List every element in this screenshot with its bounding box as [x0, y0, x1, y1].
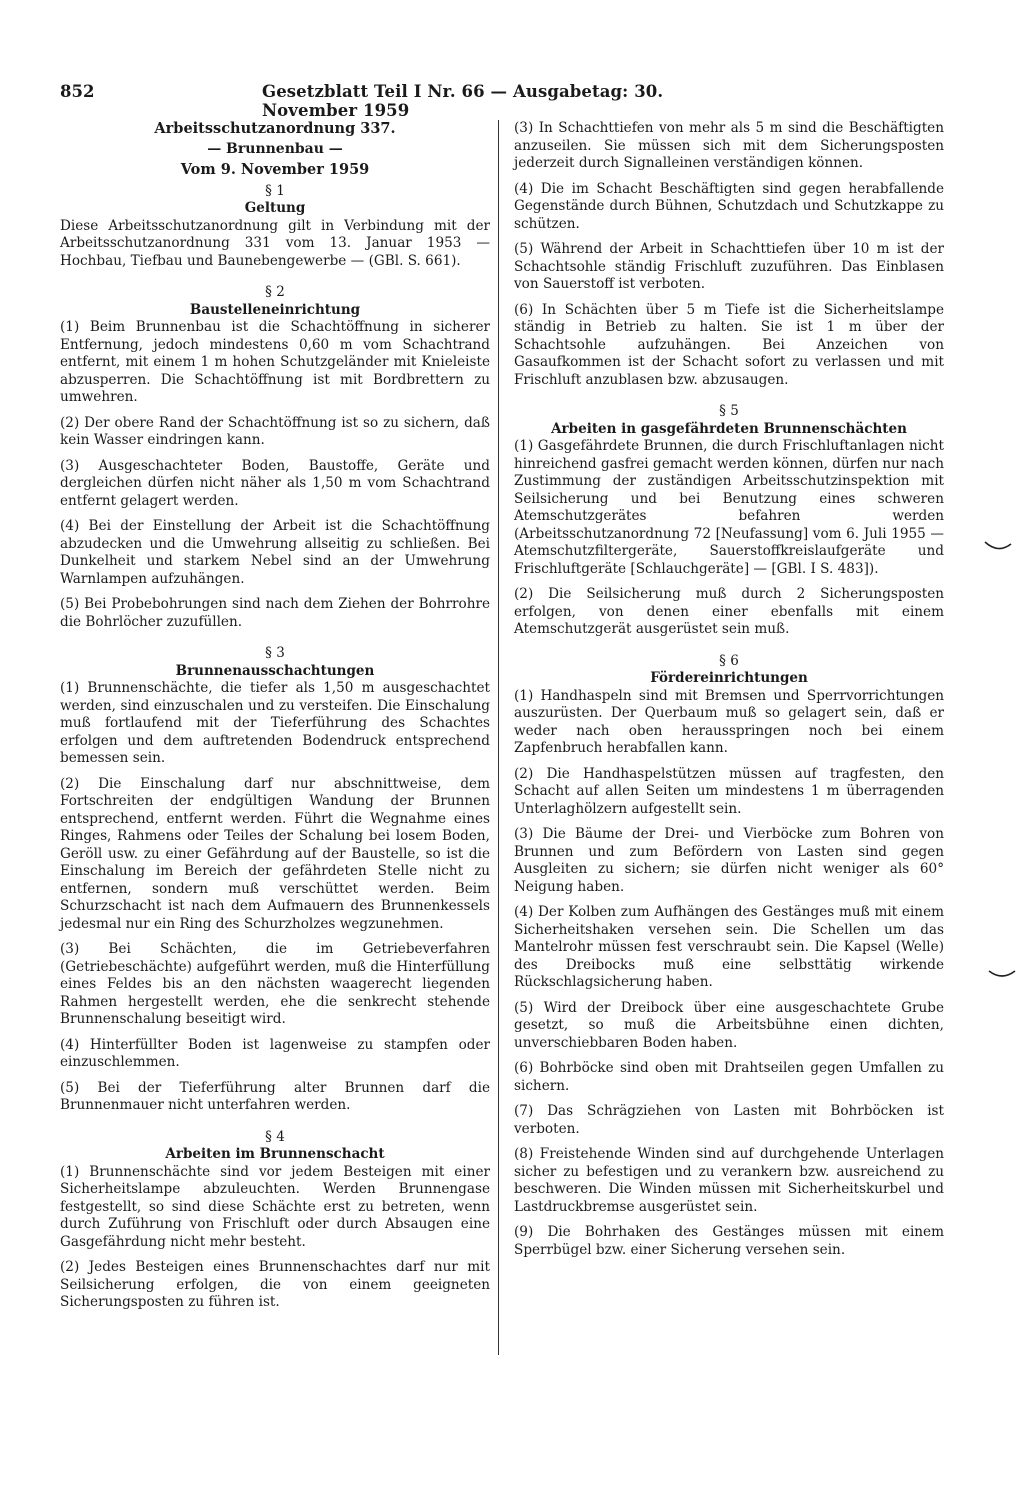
paragraph: (2) Die Einschalung darf nur abschnittweise, dem Fortschreiten der endgültigen Wandung der Brunnen entsprechend, entfernt werden. Führt die Wegnahme eines Ringes, Rahmens oder Teiles der Schalung bei losem Boden, Geröll usw. zu einer Gefährdung auf der Baustelle, so ist die Einschalung im Bereich der gefährdeten Stelle nicht zu entfernen, sondern muß verschüttet werden. Beim Schurzschacht ist nach dem Aufmauern des Brunnenkessels jedesmal nur ein Ring des Schurzholzes wegzunehmen. — [60, 775, 490, 932]
paragraph: (4) Der Kolben zum Aufhängen des Gestänges muß mit einem Sicherheitshaken versehen sein. Die Schellen um das Mantelrohr müssen fest verschraubt sein. Die Kapsel (Welle) des Dreibocks muß eine selbsttätig wirkende Rückschlagsicherung haben. — [514, 904, 944, 990]
section-number: § 5 — [719, 403, 739, 419]
column-divider — [498, 120, 499, 1355]
paragraph: (1) Brunnenschächte, die tiefer als 1,50 m ausgeschachtet werden, sind einzuschalen und zu versteifen. Die Einschalung muß fortlaufend mit der Tieferführung des Schachtes erfolgen und dem auftretenden Bodendruck entsprechend bemessen sein. — [60, 680, 490, 766]
left-column — [60, 120, 490, 1320]
right-column — [514, 120, 944, 1267]
paragraph: (4) Hinterfüllter Boden ist lagenweise zu stampfen oder einzuschlemmen. — [60, 1036, 490, 1070]
paragraph: Diese Arbeitsschutzanordnung gilt in Verbindung mit der Arbeitsschutzanordnung 331 vom 13. Januar 1953 — Hochbau, Tiefbau und Baunebengewerbe — (GBl. S. 661). — [60, 217, 490, 269]
paragraph: (2) Die Handhaspelstützen müssen auf tragfesten, den Schacht auf allen Seiten um mindestens 1 m überragenden Unterlaghölzern aufgestellt sein. — [514, 765, 944, 817]
paragraph: (5) Bei Probebohrungen sind nach dem Ziehen der Bohrrohre die Bohrlöcher zuzufüllen. — [60, 596, 490, 630]
page-number: 852 — [60, 82, 95, 101]
margin-mark — [988, 968, 1016, 980]
paragraph: (1) Brunnenschächte sind vor jedem Besteigen mit einer Sicherheitslampe abzuleuchten. Werden Brunnengase festgestellt, so sind diese Schächte erst zu betreten, wenn durch Zuführung von Frischluft oder durch Absaugen eine Gasgefährdung nicht mehr besteht. — [60, 1163, 490, 1250]
section-title: Arbeiten in gasgefährdeten Brunnenschächten — [551, 420, 907, 437]
paragraph: (3) Die Bäume der Drei- und Vierböcke zum Bohren von Brunnen und zum Befördern von Lasten sind gegen Ausgleiten zu sichern; sie dürfen nicht weniger als 60° Neigung haben. — [514, 826, 944, 895]
ordinance-title: Arbeitsschutzanordnung 337. — [154, 120, 396, 137]
section-number: § 6 — [719, 652, 739, 669]
paragraph: (2) Die Seilsicherung muß durch 2 Sicherungsposten erfolgen, von denen einer ebenfalls mit einem Atemschutzgerät ausgerüstet sein muß. — [514, 586, 944, 637]
ordinance-date: Vom 9. November 1959 — [180, 161, 370, 178]
paragraph: (5) Während der Arbeit in Schachttiefen über 10 m ist der Schachtsohle ständig Frischluft zuzuführen. Das Einblasen von Sauerstoff ist verboten. — [514, 241, 944, 292]
paragraph: (5) Wird der Dreibock über eine ausgeschachtete Grube gesetzt, so muß die Arbeitsbühne einen dichten, unverschiebbaren Boden haben. — [514, 999, 944, 1051]
section-number: § 3 — [265, 645, 285, 661]
section-title: Brunnenausschachtungen — [175, 662, 375, 679]
paragraph: (3) Bei Schächten, die im Getriebeverfahren (Getriebeschächte) aufgeführt werden, muß die Hinterfüllung eines Feldes bis an den nächsten waagerecht liegenden Rahmen hergestellt werden, ehe die senkrecht stehende Brunnenschalung beseitigt wird. — [60, 941, 490, 1027]
section-title: Arbeiten im Brunnenschacht — [165, 1146, 385, 1162]
section-title: Geltung — [244, 200, 306, 216]
paragraph: (2) Der obere Rand der Schachtöffnung ist so zu sichern, daß kein Wasser eindringen kann. — [60, 414, 490, 448]
paragraph: (2) Jedes Besteigen eines Brunnenschachtes darf nur mit Seilsicherung erfolgen, die von einem geeigneten Sicherungsposten zu führen ist. — [60, 1259, 490, 1310]
paragraph: (6) Bohrböcke sind oben mit Drahtseilen gegen Umfallen zu sichern. — [514, 1060, 944, 1094]
section-number: § 4 — [265, 1128, 285, 1145]
paragraph: (9) Die Bohrhaken des Gestänges müssen mit einem Sperrbügel bzw. einer Sicherung versehen sein. — [514, 1224, 944, 1258]
section-title: Fördereinrichtungen — [650, 670, 808, 686]
section-number: § 2 — [265, 284, 285, 300]
paragraph: (6) In Schächten über 5 m Tiefe ist die Sicherheitslampe ständig in Betrieb zu halten. Sie ist 1 m über der Schachtsohle aufzuhängen. Bei Anzeichen von Gasaufkommen ist der Schacht sofort zu verlassen und mit Frischluft anzublasen bzw. abzusaugen. — [514, 301, 944, 388]
paragraph: (4) Bei der Einstellung der Arbeit ist die Schachtöffnung abzudecken und die Umwehrung allseitig zu schließen. Bei Dunkelheit und starkem Nebel sind an der Umwehrung Warnlampen aufzuhängen. — [60, 518, 490, 587]
section-number: § 1 — [265, 182, 285, 199]
ordinance-subtitle: — Brunnenbau — — [207, 140, 343, 157]
paragraph: (3) Ausgeschachteter Boden, Baustoffe, Geräte und dergleichen dürfen nicht näher als 1,50 m vom Schachtrand entfernt gelagert werden. — [60, 457, 490, 509]
paragraph: (7) Das Schrägziehen von Lasten mit Bohrböcken ist verboten. — [514, 1103, 944, 1137]
margin-mark — [984, 540, 1012, 552]
page-header — [60, 82, 750, 120]
paragraph: (3) In Schachttiefen von mehr als 5 m sind die Beschäftigten anzuseilen. Sie müssen sich mit dem Sicherungsposten jederzeit durch Signalleinen verständigen können. — [514, 120, 944, 171]
paragraph: (1) Beim Brunnenbau ist die Schachtöffnung in sicherer Entfernung, jedoch mindestens 0,60 m vom Schachtrand entfernt, mit einem 1 m hohen Schutzgeländer mit Knieleiste abzusperren. Die Schachtöffnung ist mit Bordbrettern zu umwehren. — [60, 319, 490, 405]
paragraph: (5) Bei der Tieferführung alter Brunnen darf die Brunnenmauer nicht unterfahren werden. — [60, 1079, 490, 1113]
paragraph: (4) Die im Schacht Beschäftigten sind gegen herabfallende Gegenstände durch Bühnen, Schutzdach und Schutzkappe zu schützen. — [514, 180, 944, 232]
paragraph: (1) Gasgefährdete Brunnen, die durch Frischluftanlagen nicht hinreichend gasfrei gemacht werden können, dürfen nur nach Zustimmung der zuständigen Arbeitsschutzinspektion mit Seilsicherung und bei Benutzung eines schweren Atemschutzgerätes befahren werden (Arbeitsschutzanordnung 72 [Neufassung] vom 6. Juli 1955 — Atemschutzfiltergeräte, Sauerstoffkreislaufgeräte und Frischluftgeräte [Schlauchgeräte] — [GBl. I S. 483]). — [514, 438, 944, 577]
paragraph: (1) Handhaspeln sind mit Bremsen und Sperrvorrichtungen auszurüsten. Der Querbaum muß so gelagert sein, daß er weder nach oben herausspringen noch bei einem Zapfenbruch herabfallen kann. — [514, 687, 944, 756]
running-head: Gesetzblatt Teil I Nr. 66 — Ausgabetag: 30. November 1959 — [262, 82, 664, 120]
section-title: Baustelleneinrichtung — [189, 301, 361, 318]
paragraph: (8) Freistehende Winden sind auf durchgehende Unterlagen sicher zu befestigen und zu verankern bzw. ausreichend zu beschweren. Die Winden müssen mit Sicherheitskurbel und Lastdruckbremse ausgerüstet sein. — [514, 1146, 944, 1215]
